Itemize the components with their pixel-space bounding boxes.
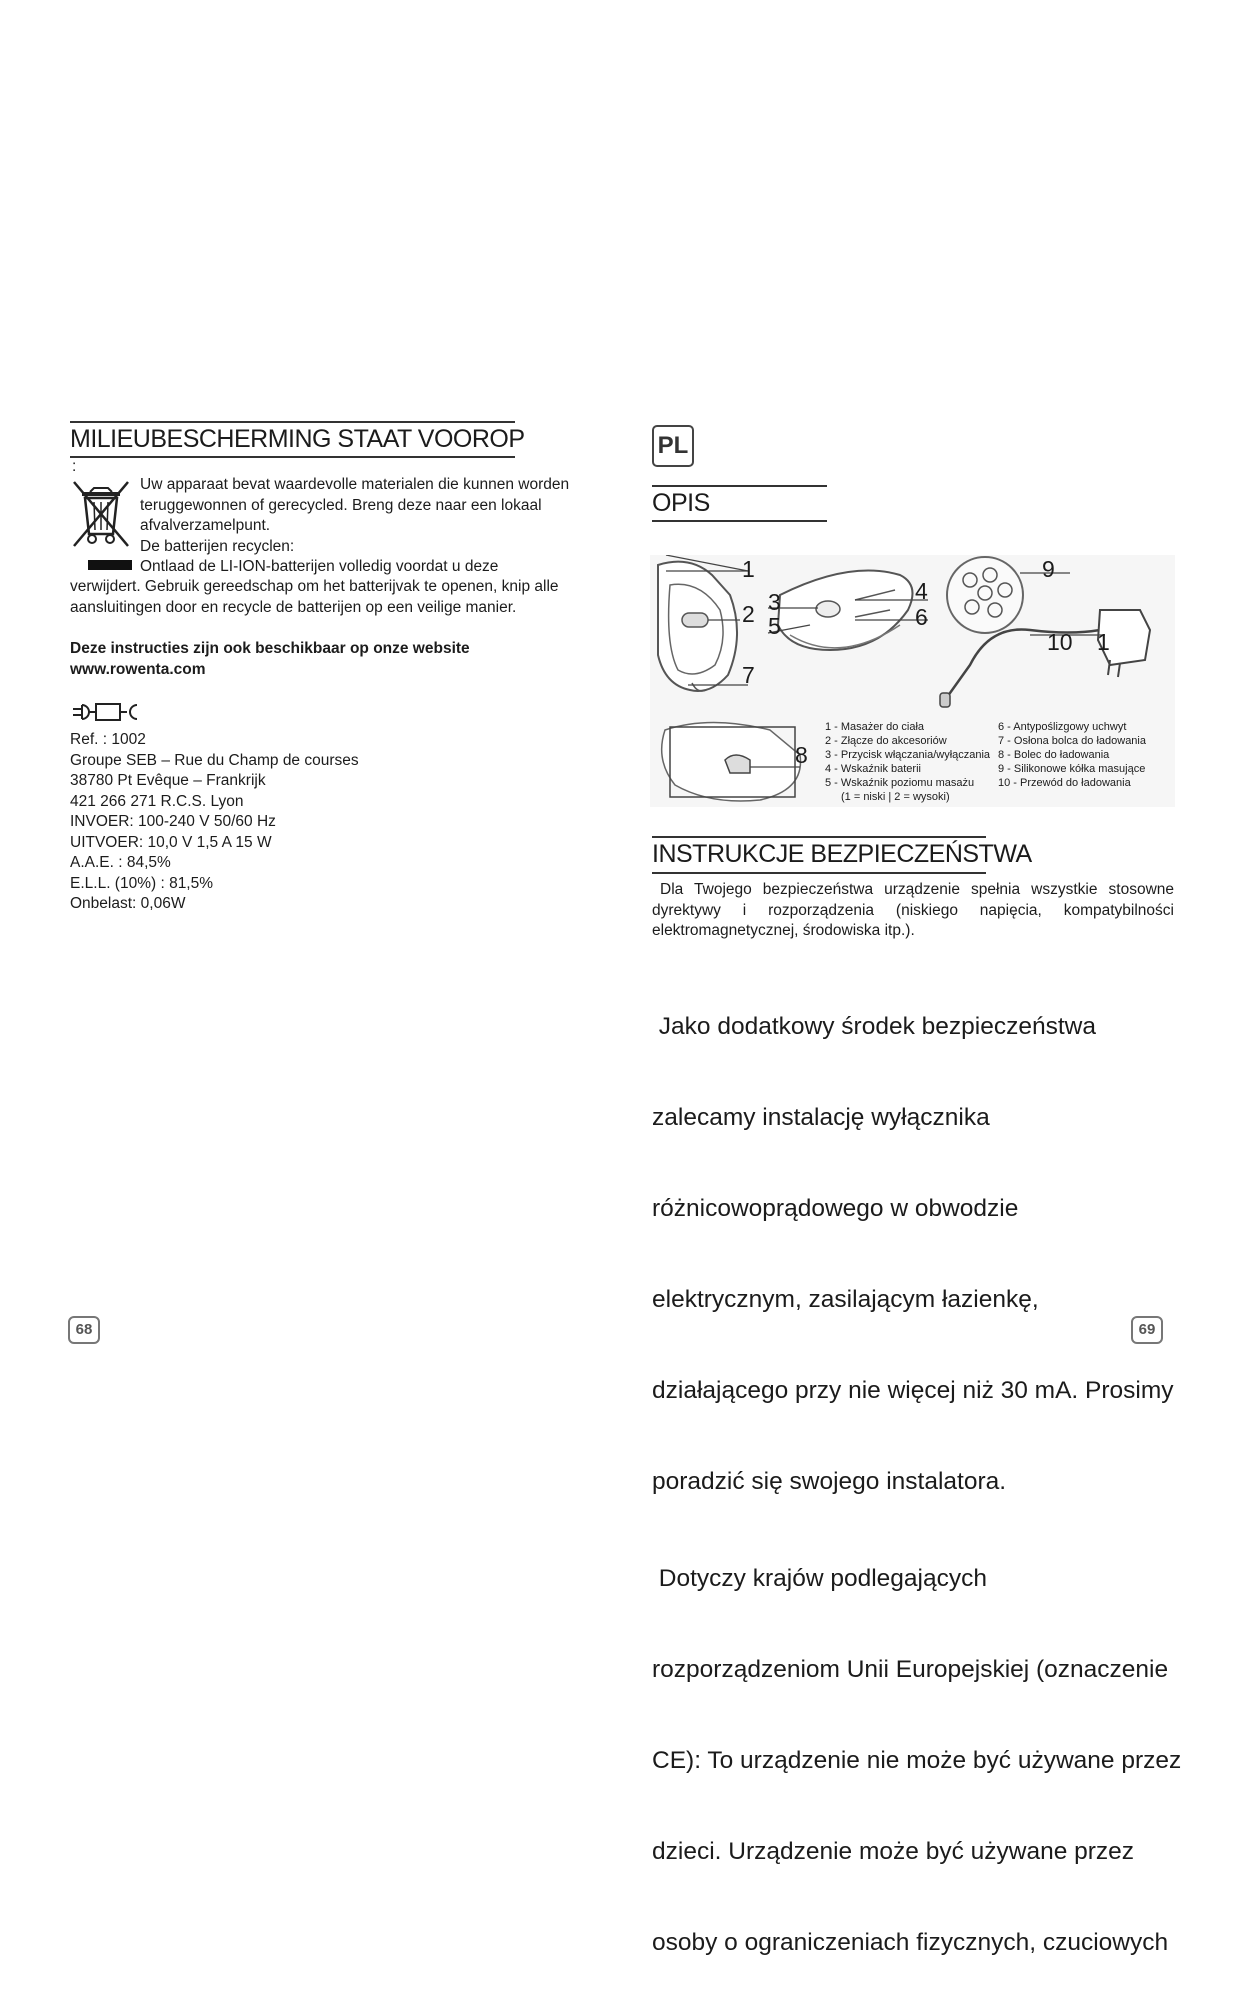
- spec-line: UITVOER: 10,0 V 1,5 A 15 W: [70, 833, 272, 851]
- solid-bar-symbol: [88, 560, 132, 570]
- accessory-connector: [682, 613, 708, 627]
- language-badge: PL: [652, 425, 694, 467]
- callout-1-adapter: 1: [1097, 629, 1110, 655]
- safety-line: różnicowoprądowego w obwodzie: [652, 1195, 1019, 1222]
- spec-line: INVOER: 100-240 V 50/60 Hz: [70, 813, 276, 830]
- legend-right: [998, 720, 1146, 790]
- spec-line: 38780 Pt Evêque – Frankrijk: [70, 772, 266, 789]
- env-line: De batterijen recyclen:: [140, 537, 295, 555]
- heading-rule-top: [70, 421, 515, 423]
- legend-item: 4 - Wskaźnik baterii: [825, 763, 921, 775]
- heading-rule-bottom: [70, 456, 515, 458]
- safety-intro: [652, 880, 1174, 942]
- callout-8: 8: [795, 742, 808, 768]
- safety-intro-line: elektromagnetycznej, środowiska itp.).: [652, 922, 915, 939]
- legend-item: 9 - Silikonowe kółka masujące: [998, 763, 1146, 775]
- legend-item: 3 - Przycisk włączania/wyłączania: [825, 749, 991, 761]
- spec-line: E.L.L. (10%) : 81,5%: [70, 874, 214, 892]
- spec-line: Groupe SEB – Rue du Champ de courses: [70, 751, 359, 769]
- env-line: Uw apparaat bevat waardevolle materialen die kunnen worden: [140, 476, 570, 493]
- power-adapter-icon: [70, 700, 146, 724]
- website-url[interactable]: www.rowenta.com: [70, 660, 206, 678]
- env-line: teruggewonnen of gerecycled. Breng deze naar een lokaal: [140, 496, 542, 514]
- callout-5: 5: [768, 613, 781, 639]
- legend-item: 6 - Antypoślizgowy uchwyt: [998, 721, 1127, 733]
- legend-item: 7 - Osłona bolca do ładowania: [998, 735, 1146, 747]
- safety-intro-line: Dla Twojego bezpieczeństwa urządzenie spełnia wszystkie stosowne: [660, 881, 1174, 898]
- legend-left: [825, 720, 990, 804]
- battery-line: verwijdert. Gebruik gereedschap om het batterijvak te openen, knip alle: [70, 578, 559, 595]
- safety-rule-bottom: [652, 872, 986, 874]
- section-title-safety: INSTRUKCJE BEZPIECZEŃSTWA: [652, 840, 1032, 868]
- cable-plug: [940, 693, 950, 707]
- legend-item: 10 - Przewód do ładowania: [998, 777, 1131, 789]
- spec-line: A.A.E. : 84,5%: [70, 854, 171, 871]
- callout-9: 9: [1042, 556, 1055, 582]
- battery-line: aansluitingen door en recycle de batterijen op een veilige manier.: [70, 598, 517, 616]
- specs-block: [70, 730, 359, 915]
- website-line: Deze instructies zijn ook beschikbaar op onze website: [70, 640, 470, 657]
- opis-rule-bottom: [652, 520, 827, 522]
- safety-line: elektrycznym, zasilającym łazienkę,: [652, 1286, 1039, 1313]
- callout-2: 2: [742, 601, 755, 627]
- colon-text: :: [72, 458, 77, 475]
- section-title-opis: OPIS: [652, 489, 710, 517]
- safety-rule-top: [652, 836, 986, 838]
- legend-item: 5 - Wskaźnik poziomu masażu: [825, 777, 975, 789]
- callout-1: 1: [742, 556, 755, 582]
- callout-6: 6: [915, 604, 928, 630]
- safety-line: rozporządzeniom Unii Europejskiej (oznaczenie: [652, 1656, 1169, 1683]
- page-title-milieu: MILIEUBESCHERMING STAAT VOOROP: [70, 425, 525, 453]
- legend-item: 8 - Bolec do ładowania: [998, 749, 1110, 761]
- battery-text-block: [70, 577, 559, 618]
- silicone-ring: [947, 557, 1023, 633]
- safety-intro-line: dyrektywy i rozporządzenia (niskiego napięcia, kompatybilności: [652, 901, 1174, 919]
- safety-line: zalecamy instalację wyłącznika: [652, 1104, 990, 1131]
- opis-rule-top: [652, 485, 827, 487]
- safety-line: osoby o ograniczeniach fizycznych, czuciowych: [652, 1929, 1169, 1956]
- env-line: Ontlaad de LI-ION-batterijen volledig voordat u deze: [140, 558, 499, 575]
- weee-bin-icon: [70, 478, 132, 550]
- safety-main-text: [652, 952, 1181, 1989]
- spec-line: Ref. : 1002: [70, 731, 146, 748]
- callout-10: 10: [1047, 629, 1073, 655]
- safety-line: Dotyczy krajów podlegających: [652, 1565, 987, 1592]
- env-line: afvalverzamelpunt.: [140, 517, 271, 534]
- callout-4: 4: [915, 578, 928, 604]
- safety-line: CE): To urządzenie nie może być używane przez: [652, 1747, 1182, 1774]
- legend-item: 2 - Złącze do akcesoriów: [825, 735, 947, 747]
- page-number-left: 68: [68, 1316, 100, 1344]
- spec-line: Onbelast: 0,06W: [70, 895, 186, 912]
- spec-line: 421 266 271 R.C.S. Lyon: [70, 792, 244, 810]
- safety-line: działającego przy nie więcej niż 30 mA. Prosimy: [652, 1377, 1174, 1404]
- website-block: [70, 639, 470, 680]
- callout-3: 3: [768, 589, 781, 615]
- power-button: [816, 601, 840, 617]
- callout-7: 7: [742, 662, 755, 688]
- page-number-right: 69: [1131, 1316, 1163, 1344]
- legend-item: 1 - Masażer do ciała: [825, 721, 925, 733]
- safety-line: poradzić się swojego instalatora.: [652, 1468, 1007, 1495]
- env-text-block: [140, 475, 569, 578]
- safety-line: dzieci. Urządzenie może być używane przez: [652, 1838, 1135, 1865]
- legend-item-note: (1 = niski | 2 = wysoki): [841, 791, 950, 803]
- safety-line: Jako dodatkowy środek bezpieczeństwa: [652, 1013, 1096, 1040]
